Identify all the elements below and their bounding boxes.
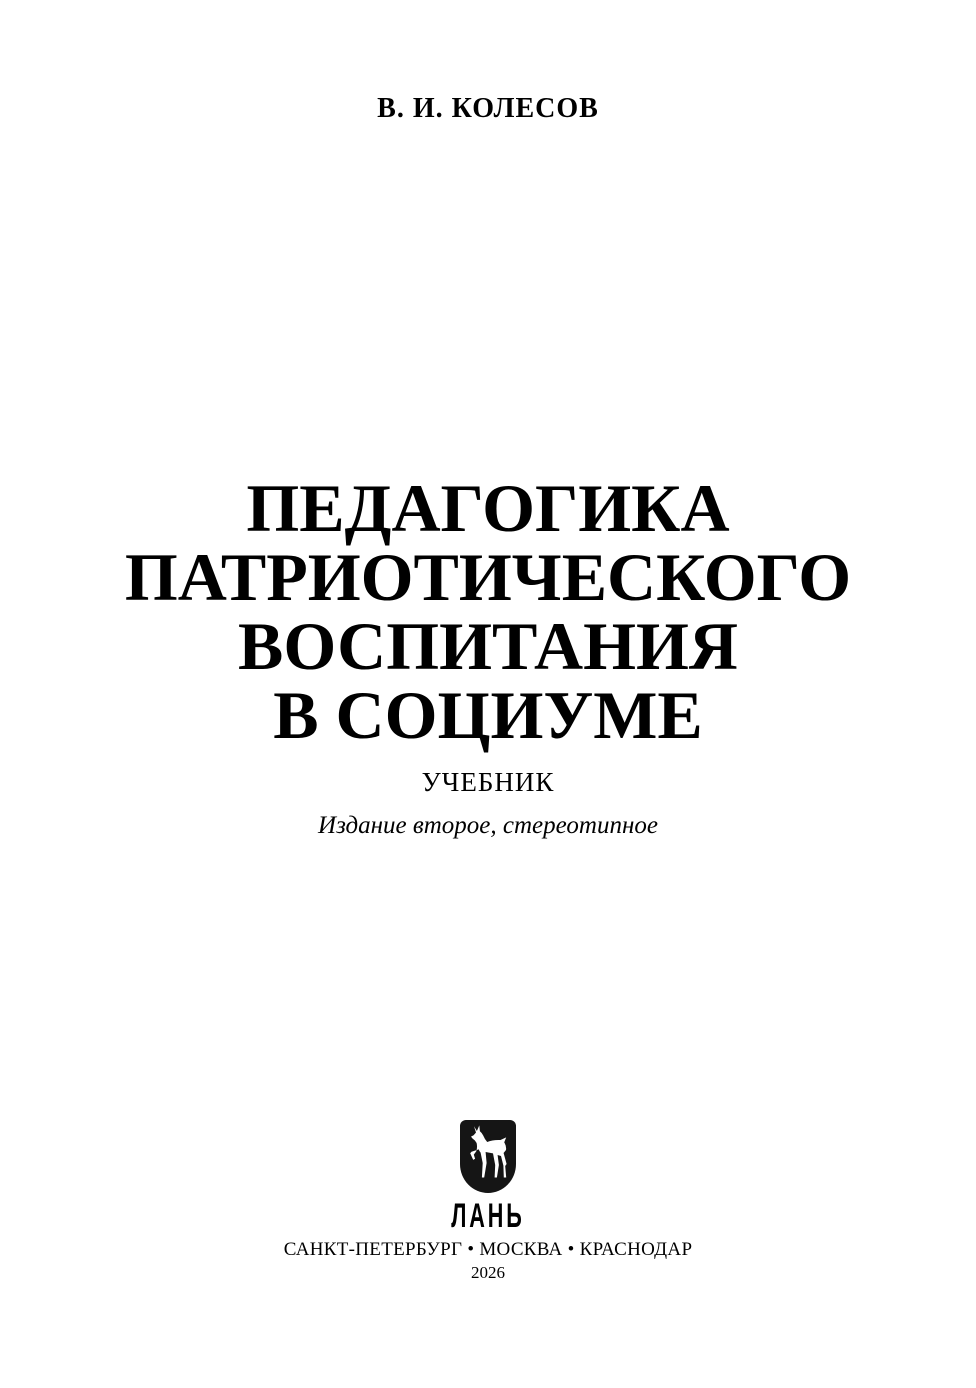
publication-year: 2026 bbox=[471, 1263, 505, 1282]
book-title-line: ПАТРИОТИЧЕСКОГО bbox=[124, 539, 852, 615]
author-name: В. И. КОЛЕСОВ bbox=[377, 93, 599, 124]
publisher-wordmark bbox=[0, 1196, 976, 1234]
book-title-line: В СОЦИУМЕ bbox=[273, 677, 703, 753]
publisher-cities: САНКТ-ПЕТЕРБУРГ • МОСКВА • КРАСНОДАР bbox=[283, 1239, 693, 1260]
book-title-line: ПЕДАГОГИКА bbox=[246, 470, 730, 546]
edition-note: Издание второе, стереотипное bbox=[318, 812, 658, 839]
deer-in-shield-icon bbox=[460, 1120, 516, 1193]
book-type-label: УЧЕБНИК bbox=[421, 767, 555, 797]
book-title bbox=[0, 470, 976, 753]
publisher-name: ЛАНЬ bbox=[451, 1197, 525, 1236]
book-title-line: ВОСПИТАНИЯ bbox=[238, 608, 738, 684]
